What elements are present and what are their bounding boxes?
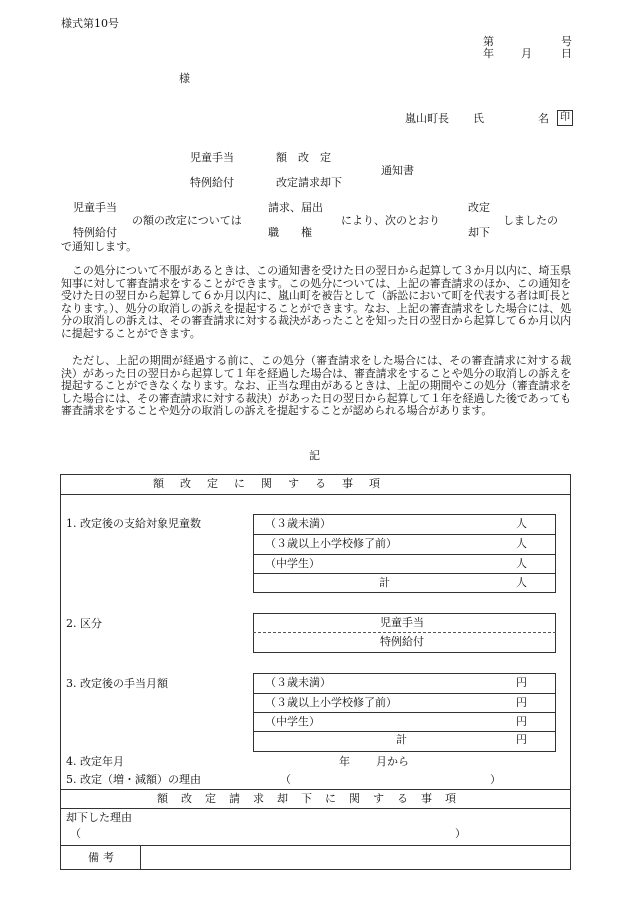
item3-label: 3. 改定後の手当月額 — [66, 677, 168, 690]
date-year: 年 — [483, 47, 494, 60]
body-paragraph-1: この処分について不服があるときは、この通知書を受けた日の翌日から起算して３か月以内に、埼玉県知事に対して審査請求をすることができます。この処分については、上記の審査請求のほか、この通知を受けた日の翌日から起算して６か月以内に、嵐山町を被告として（訴訟において町を代表する者は町長となります。）、処分の取消しの訴えを提起することができます。なお、上記の審査請求をした場合には、処分の取消しの訴えは、その審査請求に対する裁決があったことを知った日の翌日から起算して６か月以内に提起することができます。 — [61, 264, 571, 340]
item3-row-unit: 円 — [516, 676, 527, 689]
item3-row-label: （３歳以上小学校修了前） — [265, 696, 397, 709]
item5-close-paren: ） — [490, 773, 501, 786]
item1-label: 1. 改定後の支給対象児童数 — [66, 517, 201, 530]
ki-heading: 記 — [309, 449, 320, 462]
item3-row-label: （中学生） — [265, 715, 320, 728]
item2-option-2: 特例給付 — [380, 635, 424, 648]
intro-col2: の額の改定については — [132, 214, 242, 227]
item3-row-unit: 円 — [516, 696, 527, 709]
item3-row-label: （３歳未満） — [265, 676, 331, 689]
divider — [60, 808, 571, 809]
intro-col3-bottom: 職 権 — [268, 226, 312, 239]
intro-line2: で通知します。 — [61, 240, 138, 253]
divider — [253, 712, 556, 713]
addressee-suffix: 様 — [179, 72, 190, 85]
item1-row-label: （３歳未満） — [265, 517, 331, 530]
item4-label: 4. 改定年月 — [66, 755, 124, 768]
seal-mark: 印 — [557, 110, 573, 126]
item1-row-unit: 人 — [516, 517, 527, 530]
divider — [140, 845, 141, 870]
remarks-label: 備考 — [88, 851, 118, 864]
divider — [60, 845, 571, 846]
item4-month-from: 月から — [376, 755, 409, 768]
title-middle-top: 額 改 定 — [276, 151, 331, 164]
item1-row-label: （３歳以上小学校修了前） — [265, 537, 397, 550]
item1-total-unit: 人 — [516, 576, 527, 589]
dashed-divider — [253, 632, 556, 633]
intro-col6: しましたの — [503, 214, 558, 227]
rejection-close-paren: ） — [455, 827, 466, 840]
item2-option-1: 児童手当 — [380, 616, 424, 629]
divider — [60, 494, 571, 495]
remarks-field[interactable] — [142, 847, 569, 868]
intro-col1-top: 児童手当 — [73, 201, 117, 214]
body-paragraph-2: ただし、上記の期間が経過する前に、この処分（審査請求をした場合には、その審査請求に対する裁決）があった日の翌日から起算して１年を経過した場合は、審査請求をすることや処分の取消しの訴えを提起することができなくなります。なお、正当な理由があるときは、上記の期間やこの処分（審査請求をした場合には、その審査請求に対する裁決）があった日の翌日から起算して１年を経過した後であっても審査請求をすることや処分の取消しの訴えを提起することが認められる場合があります。 — [61, 354, 571, 418]
intro-col5-top: 改定 — [468, 201, 490, 214]
number-suffix: 号 — [561, 35, 572, 48]
item5-label: 5. 改定（増・減額）の理由 — [66, 773, 201, 786]
item1-row-unit: 人 — [516, 537, 527, 550]
divider — [253, 693, 556, 694]
sender-title: 嵐山町長 — [405, 112, 449, 125]
item1-total-label: 計 — [379, 576, 390, 589]
intro-col4: により、次のとおり — [341, 214, 440, 227]
item2-label: 2. 区分 — [66, 617, 102, 630]
item1-row-label: （中学生） — [265, 557, 320, 570]
title-middle-bottom: 改定請求却下 — [276, 176, 342, 189]
divider — [253, 731, 556, 732]
item3-total-label: 計 — [396, 733, 407, 746]
intro-col1-bottom: 特例給付 — [73, 226, 117, 239]
sender-name-label: 氏 — [473, 112, 484, 125]
item1-row-unit: 人 — [516, 557, 527, 570]
divider — [253, 554, 556, 555]
sender-name-label2: 名 — [538, 112, 549, 125]
divider — [253, 534, 556, 535]
rejection-open-paren: （ — [70, 827, 81, 840]
divider — [253, 573, 556, 574]
item4-year: 年 — [339, 755, 350, 768]
section-header-rejection: 額改定請求却下に関する事項 — [157, 792, 469, 805]
section-header-amount-revision: 額改定に関する事項 — [153, 477, 396, 490]
number-prefix: 第 — [483, 35, 494, 48]
date-day: 日 — [561, 47, 572, 60]
intro-col3-top: 請求、届出 — [268, 201, 323, 214]
form-number: 様式第10号 — [61, 17, 119, 30]
title-left-bottom: 特例給付 — [190, 176, 234, 189]
date-month: 月 — [521, 47, 532, 60]
title-right: 通知書 — [381, 164, 414, 177]
item5-open-paren: （ — [280, 773, 291, 786]
item3-row-unit: 円 — [516, 715, 527, 728]
title-left-top: 児童手当 — [190, 151, 234, 164]
intro-col5-bottom: 却下 — [468, 226, 490, 239]
item3-total-unit: 円 — [516, 733, 527, 746]
divider — [60, 789, 571, 790]
rejection-label: 却下した理由 — [66, 811, 132, 824]
